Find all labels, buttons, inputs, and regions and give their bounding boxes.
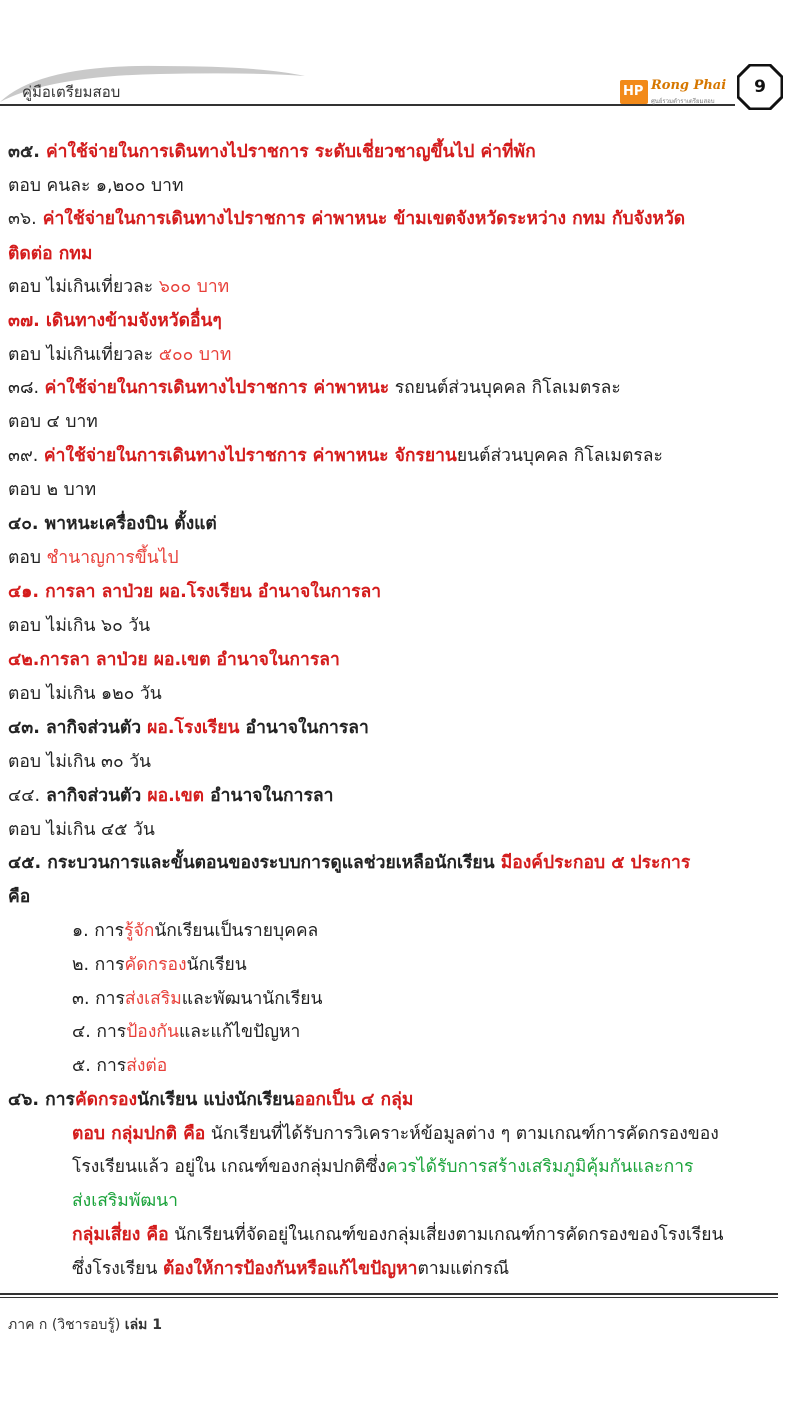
answer-37: [8, 343, 231, 367]
group-label-risk: กลุ่มเสี่ยง คือ: [72, 1225, 169, 1245]
list-item-4: [72, 1020, 300, 1044]
question-text: กระบวนการและขั้นตอนของระบบการดูแลช่วยเหลือนักเรียน: [47, 853, 501, 873]
answer-46-risk-line1: [72, 1223, 723, 1247]
list-prefix: ๓. การ: [72, 989, 125, 1009]
list-prefix: ๕. การ: [72, 1056, 127, 1076]
question-text: พาหนะเครื่องบิน ตั้งแต่: [44, 514, 217, 534]
answer-39: ตอบ ๒ บาท: [8, 480, 97, 500]
question-number: ๔๑.: [8, 582, 40, 602]
header-title: คู่มือเตรียมสอบ: [22, 83, 121, 101]
answer-46-normal-line2: [72, 1155, 693, 1179]
group-text: นักเรียนที่จัดอยู่ในเกณฑ์ของกลุ่มเสี่ยงตามเกณฑ์การคัดกรองของโรงเรียน: [168, 1225, 724, 1245]
answer-38: ตอบ ๔ บาท: [8, 412, 98, 432]
list-item-2: [72, 953, 247, 977]
question-44: [8, 784, 333, 808]
question-text: การลา ลาป่วย ผอ.เขต อำนาจในการลา: [39, 650, 340, 670]
logo-name: Rong Phai: [651, 78, 727, 93]
question-number: ๓๖.: [8, 209, 37, 229]
question-text-rest: ยนต์ส่วนบุคคล กิโลเมตรละ: [456, 446, 663, 466]
answer-42: ตอบ ไม่เกิน ๑๒๐ วัน: [8, 684, 162, 704]
footer-rule: [0, 1293, 778, 1295]
question-42: [8, 648, 340, 672]
answer-value: ๕๐๐ บาท: [158, 345, 232, 365]
answer-44: ตอบ ไม่เกิน ๔๕ วัน: [8, 820, 155, 840]
answer-46-normal-line3: ส่งเสริมพัฒนา: [72, 1191, 178, 1211]
list-keyword: รู้จัก: [124, 921, 155, 941]
question-36: [8, 207, 685, 231]
answer-46-risk-line2: [72, 1257, 509, 1281]
question-number: ๔๓.: [8, 718, 40, 738]
question-39: [8, 444, 663, 468]
group-text: โรงเรียนแล้ว อยู่ใน เกณฑ์ของกลุ่มปกติซึ่ง: [72, 1157, 386, 1177]
question-text-rest: อำนาจในการลา: [239, 718, 369, 738]
question-number: ๔๕.: [8, 853, 42, 873]
publisher-logo: [620, 76, 738, 106]
answer-41: ตอบ ไม่เกิน ๖๐ วัน: [8, 616, 151, 636]
logo-mark: HP: [623, 84, 644, 99]
list-item-5: [72, 1054, 167, 1078]
question-highlight: คัดกรอง: [74, 1090, 138, 1110]
list-item-1: [72, 919, 318, 943]
question-35: [8, 140, 536, 164]
question-41: [8, 580, 381, 604]
question-highlight: ผอ.เขต: [147, 786, 205, 806]
answer-value: ชำนาญการขึ้นไป: [46, 548, 179, 568]
question-number: ๓๗.: [8, 311, 40, 331]
answer-43: ตอบ ไม่เกิน ๓๐ วัน: [8, 752, 151, 772]
question-45: [8, 851, 690, 875]
answer-value: ๖๐๐ บาท: [158, 277, 230, 297]
question-text: การลา ลาป่วย ผอ.โรงเรียน อำนาจในการลา: [45, 582, 382, 602]
list-prefix: ๑. การ: [72, 921, 125, 941]
question-text-rest: รถยนต์ส่วนบุคคล กิโลเมตรละ: [389, 378, 621, 398]
question-text: เดินทางข้ามจังหวัดอื่นๆ: [45, 311, 222, 331]
list-rest: และแก้ไขปัญหา: [178, 1022, 301, 1042]
footer-part: ภาค ก (วิชารอบรู้): [8, 1317, 121, 1333]
group-text: ซึ่งโรงเรียน: [72, 1259, 163, 1279]
question-46: [8, 1088, 413, 1112]
answer-35: ตอบ คนละ ๑,๒๐๐ บาท: [8, 176, 184, 196]
question-highlight: มีองค์ประกอบ ๕ ประการ: [500, 853, 691, 873]
question-number: ๔๐.: [8, 514, 39, 534]
list-keyword: ส่งต่อ: [126, 1056, 168, 1076]
group-text-rest: ตามแต่กรณี: [417, 1259, 510, 1279]
question-37: [8, 309, 222, 333]
question-text: ค่าใช้จ่ายในการเดินทางไปราชการ ค่าพาหนะ จักรยาน: [43, 446, 457, 466]
answer-label: ตอบ: [8, 548, 47, 568]
list-prefix: ๒. การ: [72, 955, 125, 975]
group-label-normal: ตอบ กลุ่มปกติ คือ: [72, 1124, 206, 1144]
list-item-3: [72, 987, 322, 1011]
question-text-rest: อำนาจในการลา: [204, 786, 334, 806]
question-highlight-2: ออกเป็น ๔ กลุ่ม: [294, 1090, 414, 1110]
question-text: การ: [45, 1090, 75, 1110]
list-rest: นักเรียน: [186, 955, 247, 975]
footer-rule-thin: [0, 1297, 778, 1298]
list-keyword: ส่งเสริม: [124, 989, 182, 1009]
question-number: ๓๙.: [8, 446, 39, 466]
answer-36: [8, 275, 229, 299]
question-number: ๔๒.: [8, 650, 40, 670]
answer-label: ตอบ ไม่เกินเที่ยวละ: [8, 345, 159, 365]
question-43: [8, 716, 369, 740]
question-text: ค่าใช้จ่ายในการเดินทางไปราชการ ระดับเชี่ยวชาญขึ้นไป ค่าที่พัก: [45, 142, 536, 162]
answer-40: [8, 546, 179, 570]
logo-tagline: ศูนย์รวมตำราเตรียมสอบ: [651, 98, 715, 105]
list-rest: นักเรียนเป็นรายบุคคล: [154, 921, 319, 941]
footer-volume: เล่ม 1: [124, 1317, 162, 1333]
group-highlight: ต้องให้การป้องกันหรือแก้ไขปัญหา: [162, 1259, 418, 1279]
question-45-cont: คือ: [8, 887, 31, 907]
answer-label: ตอบ ไม่เกินเที่ยวละ: [8, 277, 159, 297]
list-rest: และพัฒนานักเรียน: [181, 989, 323, 1009]
question-text: ค่าใช้จ่ายในการเดินทางไปราชการ ค่าพาหนะ: [44, 378, 390, 398]
question-text: ลากิจส่วนตัว: [46, 786, 148, 806]
group-text: นักเรียนที่ได้รับการวิเคราะห์ข้อมูลต่าง ๆ ตามเกณฑ์การคัดกรองของ: [205, 1124, 719, 1144]
answer-46-normal-line1: [72, 1122, 719, 1146]
list-prefix: ๔. การ: [72, 1022, 127, 1042]
question-number: ๔๖.: [8, 1090, 40, 1110]
group-highlight: ควรได้รับการสร้างเสริมภูมิคุ้มกันและการ: [385, 1157, 694, 1177]
question-38: [8, 376, 621, 400]
question-40: [8, 512, 217, 536]
list-keyword: ป้องกัน: [126, 1022, 179, 1042]
question-36-cont: ติดต่อ กทม: [8, 244, 93, 264]
question-number: ๔๔.: [8, 786, 41, 806]
list-keyword: คัดกรอง: [124, 955, 187, 975]
footer: [8, 1314, 162, 1336]
question-text-rest: นักเรียน แบ่งนักเรียน: [137, 1090, 295, 1110]
question-number: ๓๘.: [8, 378, 40, 398]
question-text: ค่าใช้จ่ายในการเดินทางไปราชการ ค่าพาหนะ ข้ามเขตจังหวัดระหว่าง กทม กับจังหวัด: [42, 209, 686, 229]
question-number: ๓๕.: [8, 142, 40, 162]
question-text: ลากิจส่วนตัว: [45, 718, 148, 738]
question-highlight: ผอ.โรงเรียน: [147, 718, 240, 738]
page-number: 9: [754, 77, 766, 97]
